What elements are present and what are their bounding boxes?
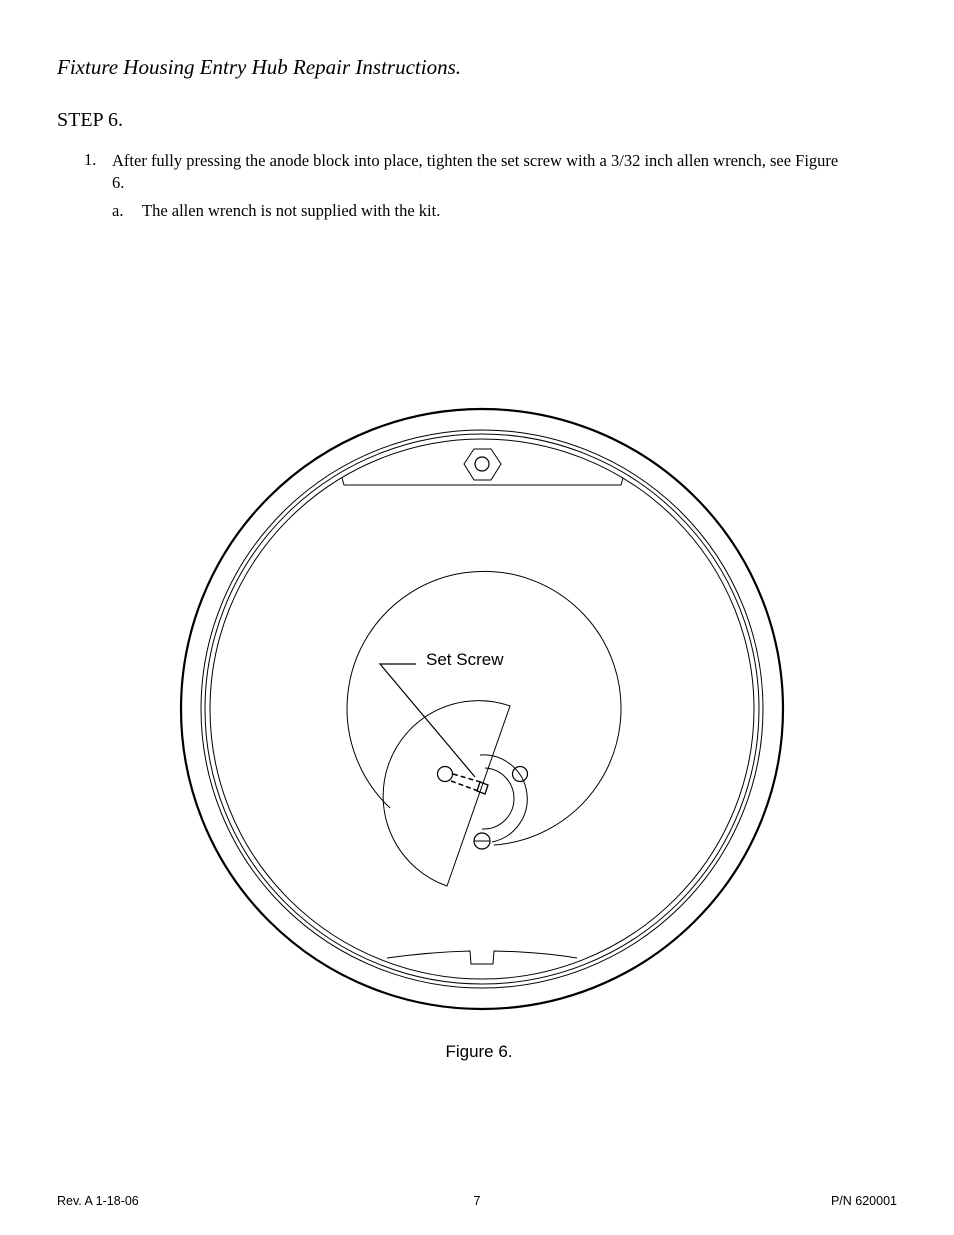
hex-nut: [464, 449, 501, 480]
housing-rim-ring-1: [201, 430, 763, 988]
housing-rim-ring-3: [210, 439, 754, 979]
set-screw-hidden-line-bottom: [451, 781, 481, 792]
instruction-item-text: After fully pressing the anode block into place, tighten the set screw with a 3/32 inch allen wrench, see Figure 6.: [112, 151, 839, 192]
housing-outer-rim: [181, 409, 783, 1009]
step-heading: STEP 6.: [57, 109, 123, 131]
instruction-item-number: 1.: [84, 150, 97, 169]
figure-caption: Figure 6.: [445, 1042, 513, 1061]
subitem-letter: a.: [112, 201, 124, 220]
hub-ring-inner: [482, 768, 514, 829]
top-bracket: [342, 478, 623, 485]
doc-title: Fixture Housing Entry Hub Repair Instructions.: [57, 55, 462, 79]
footer-part-number: P/N 620001: [830, 1194, 897, 1208]
set-screw-hidden-line-top: [453, 774, 484, 783]
mounting-hole-left: [438, 767, 453, 782]
hub-plate: [383, 701, 510, 886]
callout-leader-line: [380, 664, 475, 777]
housing-rim-ring-2: [205, 434, 759, 984]
anode-disc: [347, 571, 621, 845]
set-screw-callout-label: Set Screw: [426, 650, 504, 669]
bottom-bracket: [387, 951, 577, 964]
subitem-text: The allen wrench is not supplied with the kit.: [142, 201, 441, 220]
footer-revision: Rev. A 1-18-06: [57, 1194, 139, 1208]
hex-nut-bore: [475, 457, 489, 471]
footer-page-number: 7: [473, 1194, 481, 1208]
